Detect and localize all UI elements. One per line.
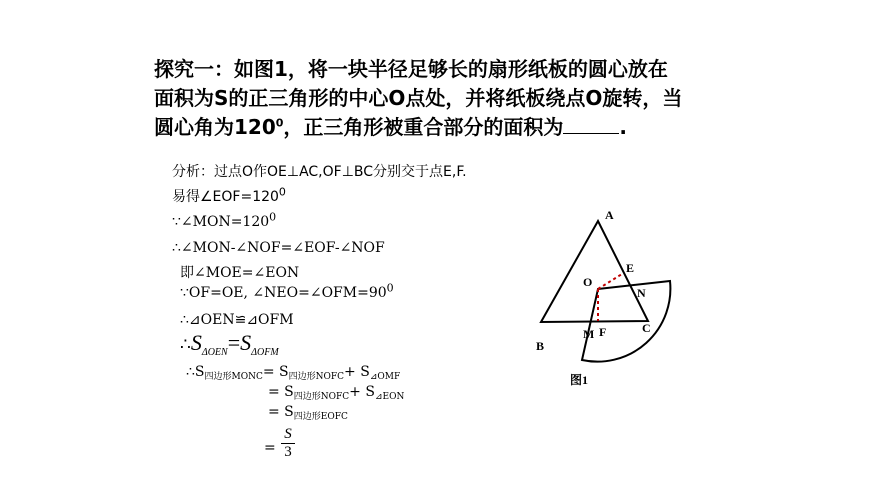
analysis-line-5: 即∠MOE=∠EON: [180, 265, 300, 281]
analysis-line-11: = $S_{四边形EOFC}$: [268, 404, 348, 422]
problem-line-1: 探究一：如图1，将一块半径足够长的扇形纸板的圆心放在: [154, 57, 668, 81]
label-O: O: [583, 275, 593, 289]
analysis-line-9: $\therefore S_{四边形MONC}= S_{四边形NOFC}+ S_{⊿OMF}$: [186, 364, 401, 382]
analysis-line-2: 易得$\angle EOF=120^0$: [172, 185, 286, 205]
problem-line-3: 圆心角为$120^0$，正三角形被重合部分的面积为 .: [154, 115, 628, 139]
analysis-line-7: ∴⊿OEN≌⊿OFM: [180, 312, 294, 328]
label-F: F: [599, 325, 607, 339]
problem-line-2: 面积为S的正三角形的中心O点处，并将纸板绕点O旋转，当: [154, 86, 683, 110]
analysis-line-8: $\therefore S_{\Delta OEN}=S_{\Delta OFM}$: [180, 330, 279, 358]
analysis-line-4: ∴∠MON-∠NOF=∠EOF-∠NOF: [172, 240, 385, 256]
label-C: C: [642, 321, 651, 335]
analysis-line-6: ∵OF=OE, $\angle NEO=\angle OFM=90^0$: [180, 281, 394, 301]
analysis-line-1: 分析：过点O作OE⊥AC,OF⊥BC分别交于点E,F.: [172, 164, 467, 180]
label-M: M: [583, 327, 595, 341]
fraction-s-over-3: $\frac{S}{3}$: [281, 426, 295, 461]
label-E: E: [626, 261, 635, 275]
label-A: A: [605, 208, 614, 222]
analysis-line-10: = $S_{四边形NOFC}+ S_{⊿EON}$: [268, 384, 405, 402]
label-B: B: [536, 339, 545, 353]
label-N: N: [637, 286, 646, 300]
problem-statement: [154, 55, 754, 142]
answer-blank: [563, 115, 619, 134]
analysis-line-12-eq: =: [264, 440, 276, 456]
figure-1: [520, 200, 690, 390]
figure-caption: 图1: [570, 373, 589, 387]
analysis-line-3: $\because\angle MON=120^0$: [172, 210, 277, 230]
